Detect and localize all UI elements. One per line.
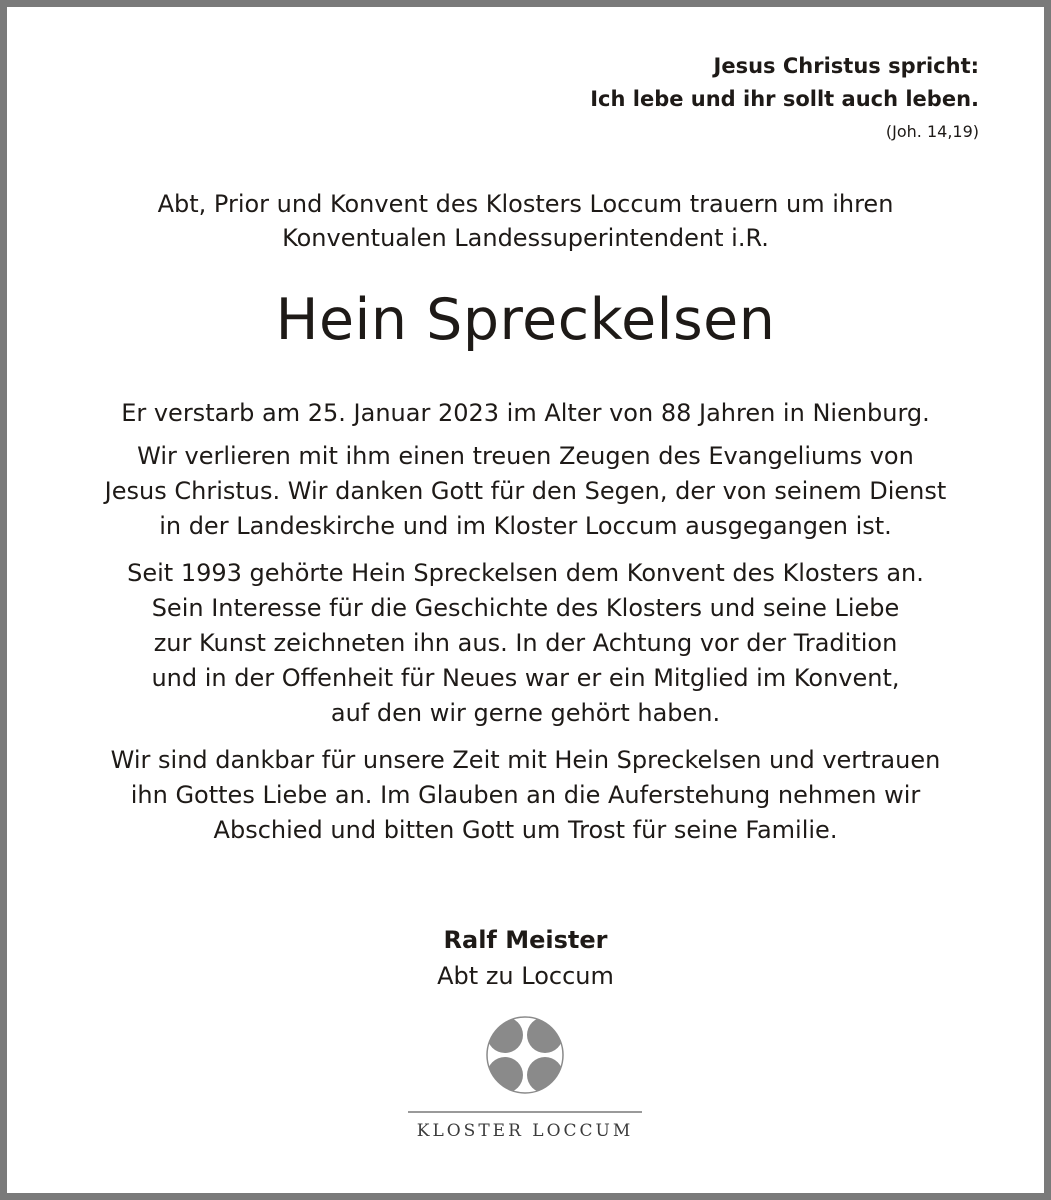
text-line: Abschied und bitten Gott um Trost für seine Familie. bbox=[213, 816, 838, 844]
text-line: auf den wir gerne gehört haben. bbox=[330, 699, 721, 727]
paragraph-farewell bbox=[0, 743, 1051, 848]
verse-line-2: Ich lebe und ihr sollt auch leben. bbox=[590, 87, 979, 111]
text-line: Wir verlieren mit ihm einen treuen Zeugen des Evangeliums von bbox=[137, 442, 914, 470]
obituary-body bbox=[0, 396, 1051, 860]
verse-line-1: Jesus Christus spricht: bbox=[713, 54, 979, 78]
text-line: Wir sind dankbar für unsere Zeit mit Hein Spreckelsen und vertrauen bbox=[110, 746, 941, 774]
verse-reference: (Joh. 14,19) bbox=[885, 122, 979, 141]
cross-icon bbox=[485, 1015, 565, 1095]
kloster-loccum-logo bbox=[408, 1015, 642, 1150]
text-line: in der Landeskirche und im Kloster Loccum ausgegangen ist. bbox=[159, 512, 892, 540]
text-line: Jesus Christus. Wir danken Gott für den Segen, der von seinem Dienst bbox=[104, 477, 947, 505]
intro-line-1: Abt, Prior und Konvent des Klosters Loccum trauern um ihren bbox=[157, 190, 894, 218]
paragraph-tribute bbox=[0, 439, 1051, 544]
logo-divider bbox=[408, 1111, 642, 1113]
logo-wordmark: KLOSTER LOCCUM bbox=[416, 1121, 634, 1141]
signatory-name: Ralf Meister bbox=[443, 926, 608, 954]
bible-verse bbox=[590, 50, 979, 146]
signatory-title: Abt zu Loccum bbox=[437, 962, 614, 990]
text-line: und in der Offenheit für Neues war er ein Mitglied im Konvent, bbox=[151, 664, 900, 692]
intro-line-2: Konventualen Landessuperintendent i.R. bbox=[282, 224, 769, 252]
intro-text bbox=[0, 187, 1051, 255]
paragraph-death-notice bbox=[0, 396, 1051, 431]
deceased-name: Hein Spreckelsen bbox=[275, 287, 776, 353]
text-line: zur Kunst zeichneten ihn aus. In der Achtung vor der Tradition bbox=[153, 629, 898, 657]
text-line: Seit 1993 gehörte Hein Spreckelsen dem Konvent des Klosters an. bbox=[127, 559, 924, 587]
signature-block bbox=[0, 922, 1051, 994]
text-line: Sein Interesse für die Geschichte des Klosters und seine Liebe bbox=[151, 594, 900, 622]
text-line: ihn Gottes Liebe an. Im Glauben an die Auferstehung nehmen wir bbox=[130, 781, 921, 809]
text-line: Er verstarb am 25. Januar 2023 im Alter von 88 Jahren in Nienburg. bbox=[121, 399, 930, 427]
paragraph-biography bbox=[0, 556, 1051, 731]
